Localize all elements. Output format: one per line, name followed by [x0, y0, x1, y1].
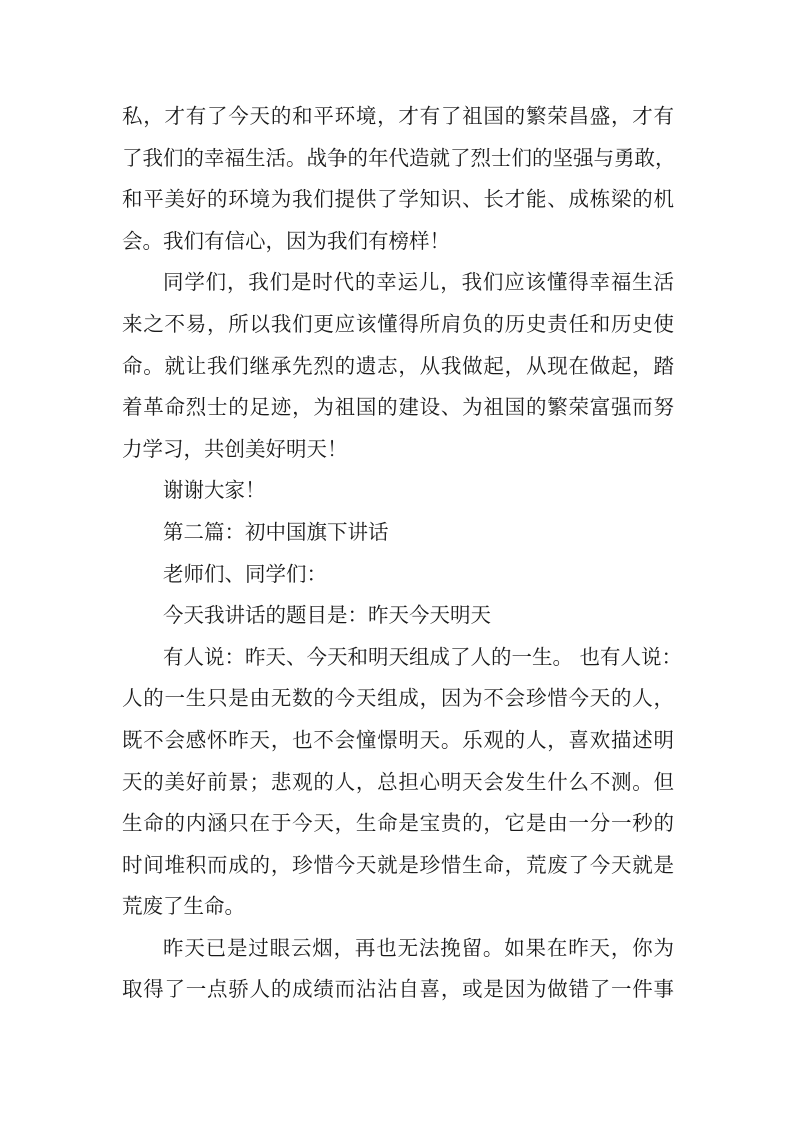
text-line: 和平美好的环境为我们提供了学知识、长才能、成栋梁的机	[122, 187, 674, 212]
salutation: 老师们、同学们：	[163, 561, 327, 586]
text-line: 来之不易，所以我们更应该懂得所肩负的历史责任和历史使	[122, 311, 674, 336]
speech-title-line: 今天我讲话的题目是：昨天今天明天	[163, 603, 491, 628]
closing-line: 谢谢大家！	[163, 478, 266, 503]
text-line: 生命的内涵只在于今天，生命是宝贵的，它是由一分一秒的	[122, 811, 674, 836]
document-body	[122, 96, 683, 1011]
text-line: 会。我们有信心，因为我们有榜样！	[122, 228, 450, 253]
text-line: 着革命烈士的足迹，为祖国的建设、为祖国的繁荣富强而努	[122, 395, 674, 420]
paragraph-first-line: 昨天已是过眼云烟，再也无法挽留。如果在昨天，你为	[163, 935, 674, 960]
paragraph-first-line: 有人说：昨天、今天和明天组成了人的一生。 也有人说：	[163, 644, 683, 669]
text-line: 人的一生只是由无数的今天组成，因为不会珍惜今天的人，	[122, 686, 674, 711]
text-line: 命。就让我们继承先烈的遗志，从我做起，从现在做起，踏	[122, 353, 674, 378]
text-line: 天的美好前景；悲观的人，总担心明天会发生什么不测。但	[122, 769, 674, 794]
text-line: 了我们的幸福生活。战争的年代造就了烈士们的坚强与勇敢，	[122, 145, 676, 170]
text-line: 私，才有了今天的和平环境，才有了祖国的繁荣昌盛，才有	[122, 104, 674, 128]
section-heading: 第二篇：初中国旗下讲话	[163, 519, 389, 544]
text-line: 荒废了生命。	[122, 894, 245, 919]
text-line: 力学习，共创美好明天！	[122, 436, 348, 461]
text-line: 既不会感怀昨天，也不会憧憬明天。乐观的人，喜欢描述明	[122, 727, 674, 752]
text-line: 取得了一点骄人的成绩而沾沾自喜，或是因为做错了一件事	[122, 977, 674, 1002]
paragraph-first-line: 同学们，我们是时代的幸运儿，我们应该懂得幸福生活	[163, 270, 674, 295]
text-line: 时间堆积而成的，珍惜今天就是珍惜生命，荒废了今天就是	[122, 852, 674, 877]
